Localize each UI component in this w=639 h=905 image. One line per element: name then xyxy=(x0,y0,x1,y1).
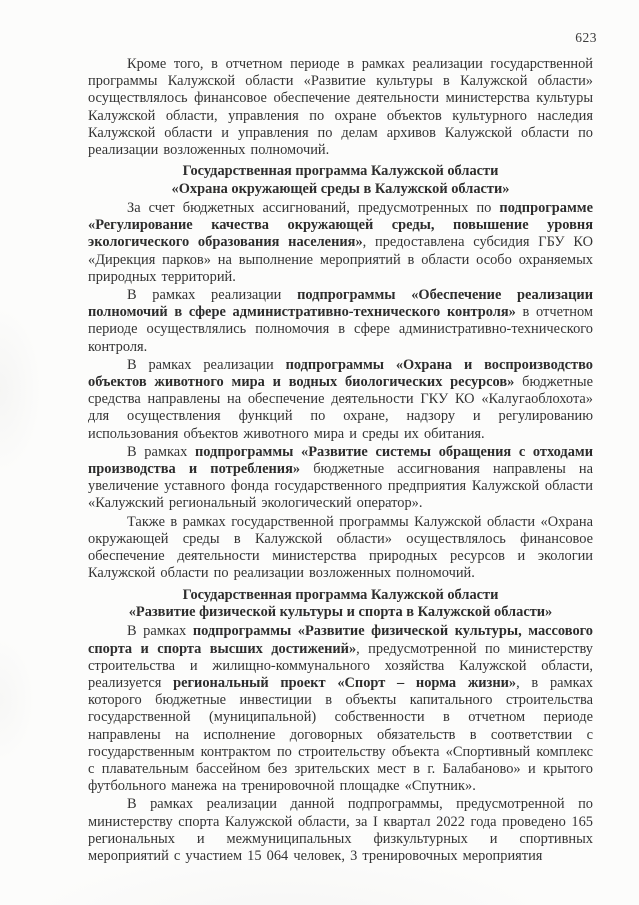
page-number: 623 xyxy=(575,30,597,45)
paragraph xyxy=(88,56,593,159)
bold-text-run: подпрограммы «Развитие физической культуры, массового спорта и спорта высших достижений» xyxy=(88,623,594,657)
paragraph xyxy=(88,514,593,583)
bold-text-run: подпрограммы «Охрана и воспроизводство объектов животного мира и водных биологических ресурсов» xyxy=(88,356,593,391)
heading-line: «Охрана окружающей среды в Калужской области» xyxy=(171,180,510,197)
text-run: Также в рамках государственной программы Калужской области «Охрана окружающей среды в Калужской области» осуществлялось финансовое обеспечение деятельности министерства природных ресурсов и экологии Калужской области по реализации возложенных полномочий. xyxy=(88,513,593,582)
text-run: В рамках реализации xyxy=(127,356,286,373)
text-run: бюджетные средства направлены на обеспечение деятельности ГКУ КО «Калугаоблохота» для осуществления функций по охране, надзору и регулированию использования объектов животного мира и среды их обитания. xyxy=(88,374,593,442)
section-heading xyxy=(88,163,593,198)
page-content xyxy=(88,56,593,865)
text-run: За счет бюджетных ассигнований, предусмотренных по xyxy=(127,200,500,217)
text-run: В рамках xyxy=(127,623,193,640)
text-run: , предусмотренной по министерству строительства и жилищно-коммунального хозяйства Калужской области, реализуется xyxy=(88,640,593,691)
bold-text-run: подпрограммы «Обеспечение реализации полномочий в сфере административно-технического контроля» xyxy=(88,287,593,321)
bold-text-run: региональный проект «Спорт – норма жизни» xyxy=(173,674,517,691)
section-heading xyxy=(88,587,593,622)
text-run: Кроме того, в отчетном периоде в рамках реализации государственной программы Калужской области «Развитие культуры в Калужской области» осуществлялось финансовое обеспечение деятельности министерства культуры Калужской области, управления по охране объектов культурного наследия Калужской области и управления по делам архивов Калужской области по реализации возложенных полномочий. xyxy=(88,56,593,159)
heading-line: «Развитие физической культуры и спорта в Калужской области» xyxy=(128,603,553,620)
heading-line: Государственная программа Калужской области xyxy=(182,163,499,180)
text-run: в отчетном периоде осуществлялись полномочия в сфере административно-технического контроля. xyxy=(88,304,593,355)
paragraph xyxy=(88,796,593,865)
bold-text-run: подпрограмме «Регулирование качества окружающей среды, повышение уровня экологического образования населения» xyxy=(88,200,593,251)
paragraph xyxy=(88,444,593,513)
text-run: бюджетные ассигнования направлены на увеличение уставного фонда государственного предприятия Калужской области «Калужский региональный экологический оператор». xyxy=(88,461,593,512)
text-run: В рамках реализации xyxy=(127,287,298,304)
text-run: В рамках реализации данной подпрограммы, предусмотренной по министерству спорта Калужской области, за I квартал 2022 года проведено 165 региональных и межмуниципальных физкультурных и спортивных мероприятий с участием 15 064 человек, 3 тренировочных мероприятия xyxy=(88,796,593,864)
paragraph xyxy=(88,200,593,286)
text-run: В рамках xyxy=(127,443,195,460)
paragraph xyxy=(88,623,593,795)
heading-line: Государственная программа Калужской области xyxy=(182,586,499,603)
paragraph xyxy=(88,287,593,356)
text-run: , в рамках которого бюджетные инвестиции в объекты капитального строительства государственной (муниципальной) собственности в отчетном периоде направлены на исполнение договорных обязательств в соответствии с государственным контрактом по строительству объекта «Спортивный комплекс с плавательным бассейном без зрительских мест в г. Балабаново» и крытого футбольного манежа на тренировочной площадке «Спутник». xyxy=(88,674,593,795)
paragraph xyxy=(88,357,593,443)
text-run: , предоставлена субсидия ГБУ КО «Дирекция парков» на выполнение мероприятий в области особо охраняемых природных территорий. xyxy=(88,234,593,285)
bold-text-run: подпрограммы «Развитие системы обращения с отходами производства и потребления» xyxy=(88,443,593,478)
